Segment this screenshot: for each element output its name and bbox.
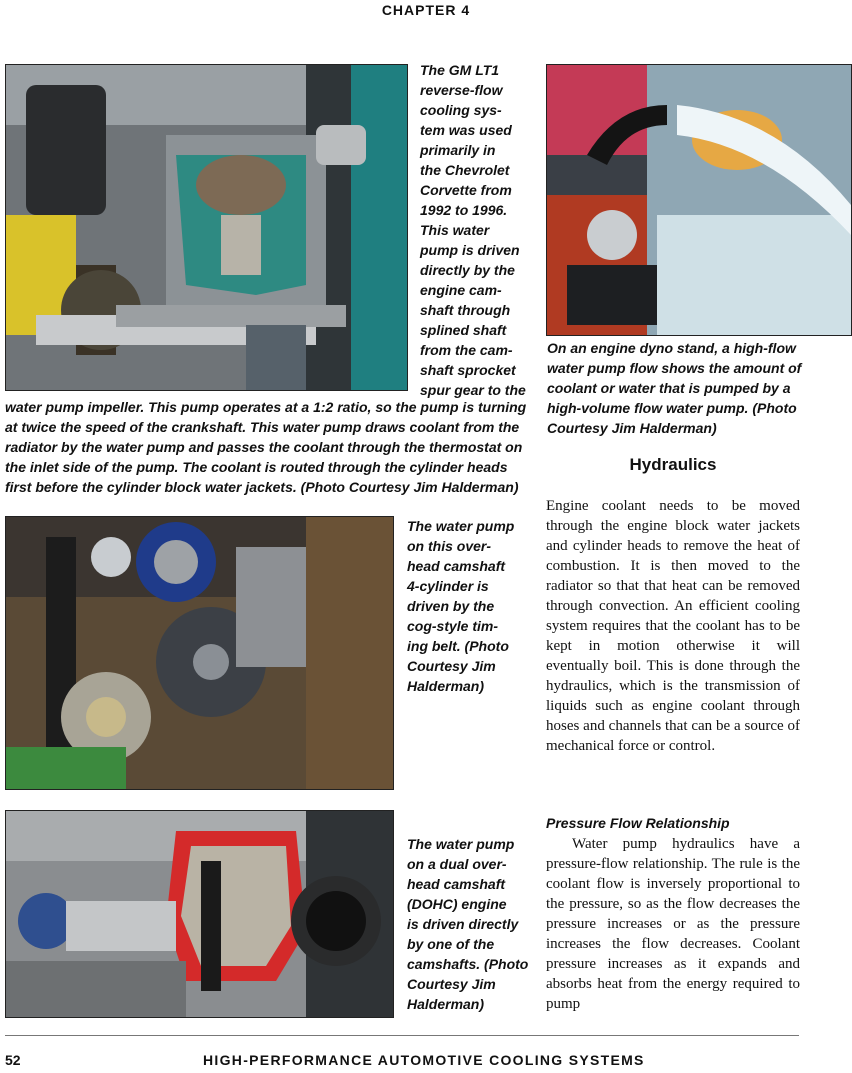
caption-line: head camshaft [407, 558, 506, 574]
caption-line: This water [420, 222, 490, 238]
caption-line: primarily in [420, 142, 496, 158]
caption-line: Halderman) [407, 678, 485, 694]
caption-line: 4-cylinder is [407, 578, 489, 594]
caption-line: water pump flow shows the amount of [547, 360, 802, 376]
caption-line: On an engine dyno stand, a high-flow [547, 340, 796, 356]
caption-line: 1992 to 1996. [420, 202, 508, 218]
caption-line: is driven directly [407, 916, 519, 932]
footer-rule [5, 1035, 799, 1036]
dyno-caption [547, 338, 801, 438]
caption-line: water pump impeller. This pump operates at a 1:2 ratio, so the pump is turning [5, 399, 527, 415]
lt1-caption-top [420, 60, 526, 400]
caption-line: the Chevrolet [420, 162, 510, 178]
caption-line: the inlet side of the pump. The coolant is routed through the cylinder heads [5, 459, 508, 475]
caption-line: coolant or water that is pumped by a [547, 380, 791, 396]
caption-line: from the cam- [420, 342, 513, 358]
caption-line: cog-style tim- [407, 618, 499, 634]
caption-line: head camshaft [407, 876, 506, 892]
caption-line: ing belt. (Photo [407, 638, 509, 654]
caption-line: first before the cylinder block water jackets. (Photo Courtesy Jim Halderman) [5, 479, 519, 495]
ohc-water-pump-photo [5, 516, 394, 790]
caption-line: (DOHC) engine [407, 896, 507, 912]
dohc-water-pump-photo [5, 810, 394, 1018]
caption-line: at twice the speed of the crankshaft. This water pump draws coolant from the [5, 419, 520, 435]
section-heading: Hydraulics [629, 455, 717, 474]
caption-line: spur gear to the [420, 382, 526, 398]
subsection-heading: Pressure Flow Relationship [546, 815, 730, 831]
caption-line: tem was used [420, 122, 512, 138]
caption-line: pump is driven [420, 242, 520, 258]
caption-line: shaft through [420, 302, 511, 318]
lt1-caption-bottom [5, 397, 526, 497]
caption-line: The water pump [407, 836, 515, 852]
caption-line: radiator by the water pump and passes the coolant through the thermostat on [5, 439, 523, 455]
caption-line: The GM LT1 [420, 62, 500, 78]
caption-line: Courtesy Jim Halderman) [547, 420, 717, 436]
caption-line: directly by the [420, 262, 515, 278]
ohc-caption [407, 516, 514, 696]
caption-line: The water pump [407, 518, 515, 534]
caption-line: high-volume flow water pump. (Photo [547, 400, 797, 416]
dohc-caption [407, 834, 528, 1014]
caption-line: reverse-flow [420, 82, 503, 98]
body-paragraph: Engine coolant needs to be moved through the engine block water jackets and cylinder heads to remove the heat of combustion. It is then moved to the radiator so that that heat can be removed through convection. An efficient cooling system requires that the coolant has to be kept in motion otherwise it will eventually boil. This is done through the hydraulics, which is the transmission of liquids such as engine coolant through hoses and channels that can be a source of mechanical force or control. [546, 498, 800, 754]
body-paragraph: Water pump hydraulics have a pressure-flow relationship. The rule is the coolant flow is inversely proportional to the pressure, so as the flow decreases the pressure increases or as the pressure increases the flow decreases. Coolant pressure increases as it expands and absorbs heat from the energy required to pump [546, 836, 800, 1012]
caption-line: on this over- [407, 538, 492, 554]
caption-line: by one of the [407, 936, 495, 952]
chapter-header: CHAPTER 4 [381, 2, 471, 18]
page-number: 52 [5, 1052, 21, 1068]
caption-line: cooling sys- [420, 102, 502, 118]
caption-line: engine cam- [420, 282, 502, 298]
caption-line: Courtesy Jim [407, 658, 496, 674]
dyno-flow-photo [546, 64, 852, 336]
caption-line: driven by the [407, 598, 495, 614]
caption-line: splined shaft [420, 322, 507, 338]
caption-line: Corvette from [420, 182, 512, 198]
lt1-water-pump-photo [5, 64, 408, 391]
caption-line: Courtesy Jim [407, 976, 496, 992]
book-title: HIGH-PERFORMANCE AUTOMOTIVE COOLING SYSTEMS [203, 1052, 645, 1068]
caption-line: Halderman) [407, 996, 485, 1012]
caption-line: shaft sprocket [420, 362, 516, 378]
caption-line: on a dual over- [407, 856, 507, 872]
caption-line: camshafts. (Photo [407, 956, 529, 972]
